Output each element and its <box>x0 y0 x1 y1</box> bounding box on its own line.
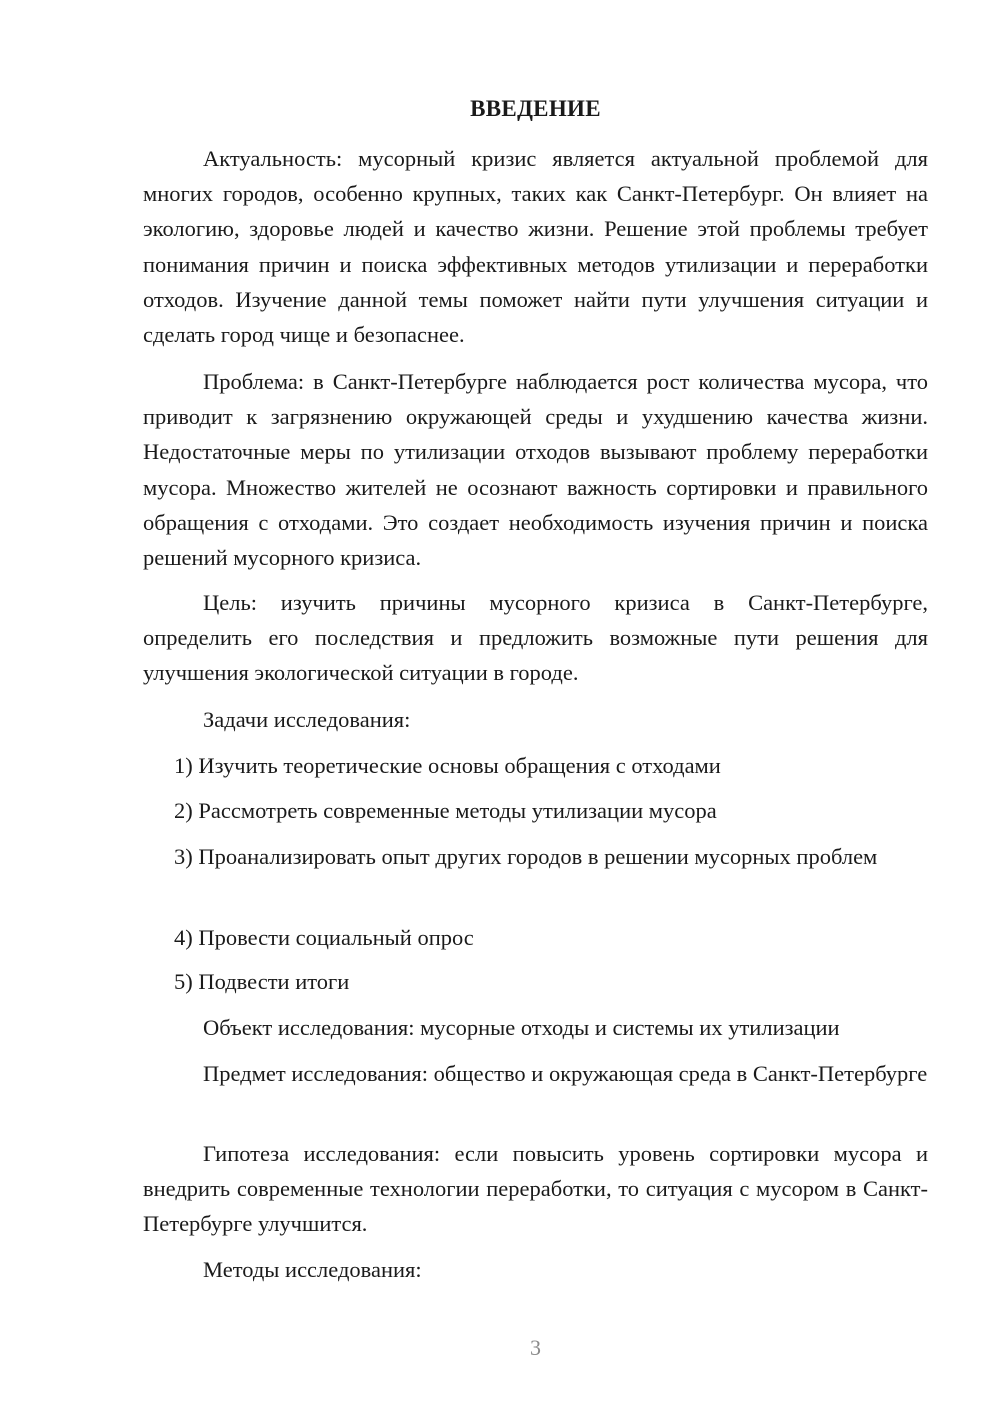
task-item-1: 1) Изучить теоретические основы обращения с отходами <box>174 753 721 778</box>
task-item-4: 4) Провести социальный опрос <box>174 925 474 950</box>
research-hypothesis: Гипотеза исследования: если повысить уровень сортировки мусора и внедрить современные технологии переработки, то ситуация с мусором в Санкт-Петербурге улучшится. <box>143 1141 928 1237</box>
document-page <box>143 0 928 1414</box>
task-item-2: 2) Рассмотреть современные методы утилизации мусора <box>174 798 717 823</box>
task-item-3: 3) Проанализировать опыт других городов в решении мусорных проблем <box>174 844 878 869</box>
tasks-heading: Задачи исследования: <box>203 707 411 732</box>
task-item-5: 5) Подвести итоги <box>174 969 350 994</box>
relevance-paragraph: Актуальность: мусорный кризис является актуальной проблемой для многих городов, особенно крупных, таких как Санкт-Петербург. Он влияет на экологию, здоровье людей и качество жизни. Решение этой проблемы требует понимания причин и поиска эффективных методов утилизации и переработки отходов. Изучение данной темы поможет найти пути улучшения ситуации и сделать город чище и безопаснее. <box>143 146 928 348</box>
problem-paragraph: Проблема: в Санкт-Петербурге наблюдается рост количества мусора, что приводит к загрязнению окружающей среды и ухудшению качества жизни. Недостаточные меры по утилизации отходов вызывают проблему переработки мусора. Множество жителей не осознают важность сортировки и правильного обращения с отходами. Это создает необходимость изучения причин и поиска решений мусорного кризиса. <box>143 369 928 571</box>
page-number: 3 <box>530 1335 541 1360</box>
research-methods: Методы исследования: <box>203 1257 422 1282</box>
research-object: Объект исследования: мусорные отходы и системы их утилизации <box>203 1015 840 1040</box>
section-heading: ВВЕДЕНИЕ <box>470 96 601 121</box>
research-subject: Предмет исследования: общество и окружающая среда в Санкт-Петербурге <box>203 1061 928 1086</box>
goal-paragraph: Цель: изучить причины мусорного кризиса в Санкт-Петербурге, определить его последствия и предложить возможные пути решения для улучшения экологической ситуации в городе. <box>143 590 928 686</box>
